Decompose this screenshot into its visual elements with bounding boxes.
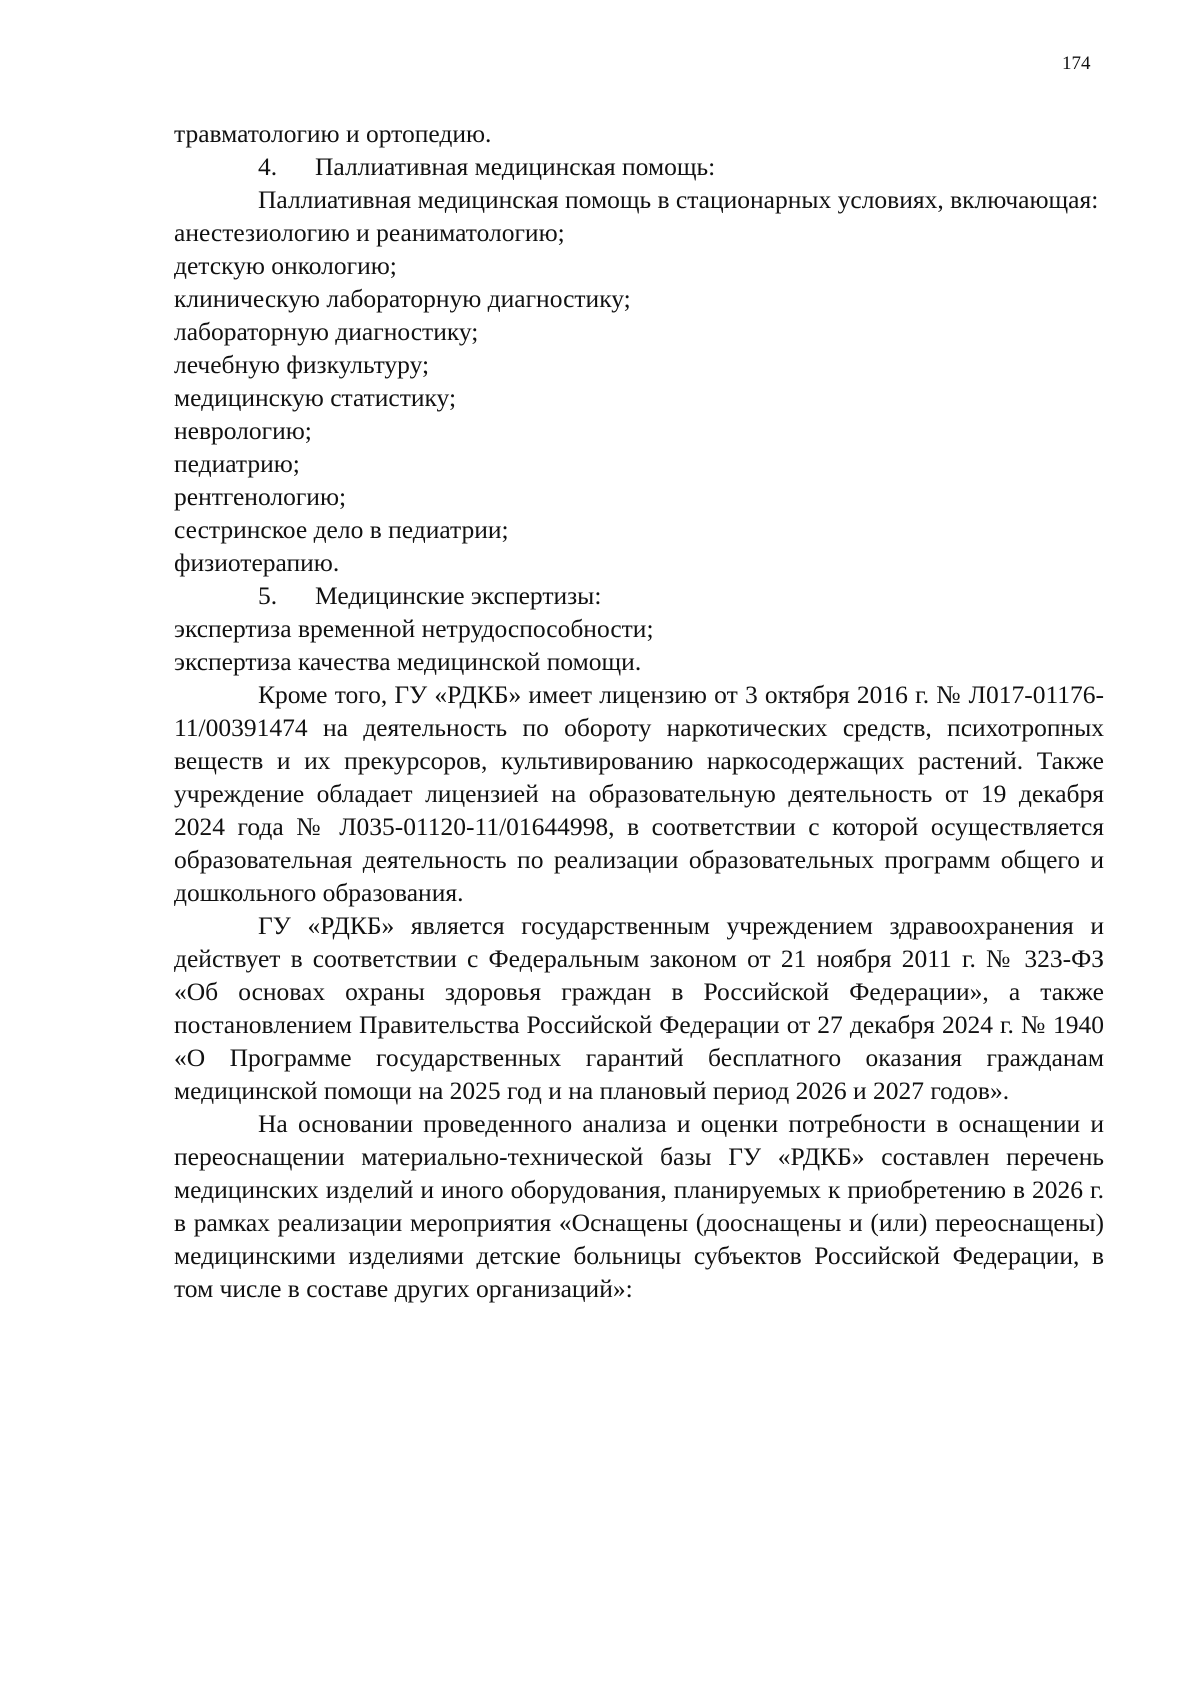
list-item: сестринское дело в педиатрии;: [174, 515, 509, 544]
paragraph-licenses: Кроме того, ГУ «РДКБ» имеет лицензию от 3 октября 2016 г. № Л017-01176-11/00391474 на деятельность по обороту наркотических средств, психотропных веществ и их прекурсоров, культивированию наркосодержащих растений. Также учреждение обладает лицензией на образовательную деятельность от 19 декабря 2024 года № Л035-01120-11/01644998, в соответствии с которой осуществляется образовательная деятельность по реализации образовательных программ общего и дошкольного образования.: [174, 680, 1104, 907]
list-item: анестезиологию и реаниматологию;: [174, 218, 565, 247]
section-number: 4.: [258, 152, 278, 181]
continuation-line: травматологию и ортопедию.: [174, 119, 492, 148]
section-title: Паллиативная медицинская помощь:: [315, 152, 716, 181]
document-body: [174, 117, 1104, 1305]
list-item: медицинскую статистику;: [174, 383, 457, 412]
list-item: экспертиза временной нетрудоспособности;: [174, 614, 654, 643]
list-item: неврологию;: [174, 416, 312, 445]
section-heading-4: [174, 150, 1104, 183]
list-item: клиническую лабораторную диагностику;: [174, 284, 631, 313]
list-item: детскую онкологию;: [174, 251, 397, 280]
paragraph-legal-basis: ГУ «РДКБ» является государственным учреждением здравоохранения и действует в соответствии с Федеральным законом от 21 ноября 2011 г. № 323-ФЗ «Об основах охраны здоровья граждан в Российской Федерации», а также постановлением Правительства Российской Федерации от 27 декабря 2024 г. № 1940 «О Программе государственных гарантий бесплатного оказания гражданам медицинской помощи на 2025 год и на плановый период 2026 и 2027 годов».: [174, 911, 1104, 1105]
list-item: педиатрию;: [174, 449, 300, 478]
section-number: 5.: [258, 581, 278, 610]
page-number: 174: [1062, 53, 1091, 74]
section-intro: [174, 183, 1104, 216]
section-intro-text: Паллиативная медицинская помощь в стационарных условиях, включающая:: [258, 185, 1099, 214]
list-item: физиотерапию.: [174, 548, 340, 577]
list-item: рентгенологию;: [174, 482, 347, 511]
paragraph-equipment-list: На основании проведенного анализа и оценки потребности в оснащении и переоснащении материально-технической базы ГУ «РДКБ» составлен перечень медицинских изделий и иного оборудования, планируемых к приобретению в 2026 г. в рамках реализации мероприятия «Оснащены (дооснащены и (или) переоснащены) медицинскими изделиями детские больницы субъектов Российской Федерации, в том числе в составе других организаций»:: [174, 1109, 1104, 1303]
list-item: лабораторную диагностику;: [174, 317, 479, 346]
list-item: экспертиза качества медицинской помощи.: [174, 647, 642, 676]
list-item: лечебную физкультуру;: [174, 350, 430, 379]
section-heading-5: [174, 579, 1104, 612]
section-title: Медицинские экспертизы:: [315, 581, 602, 610]
